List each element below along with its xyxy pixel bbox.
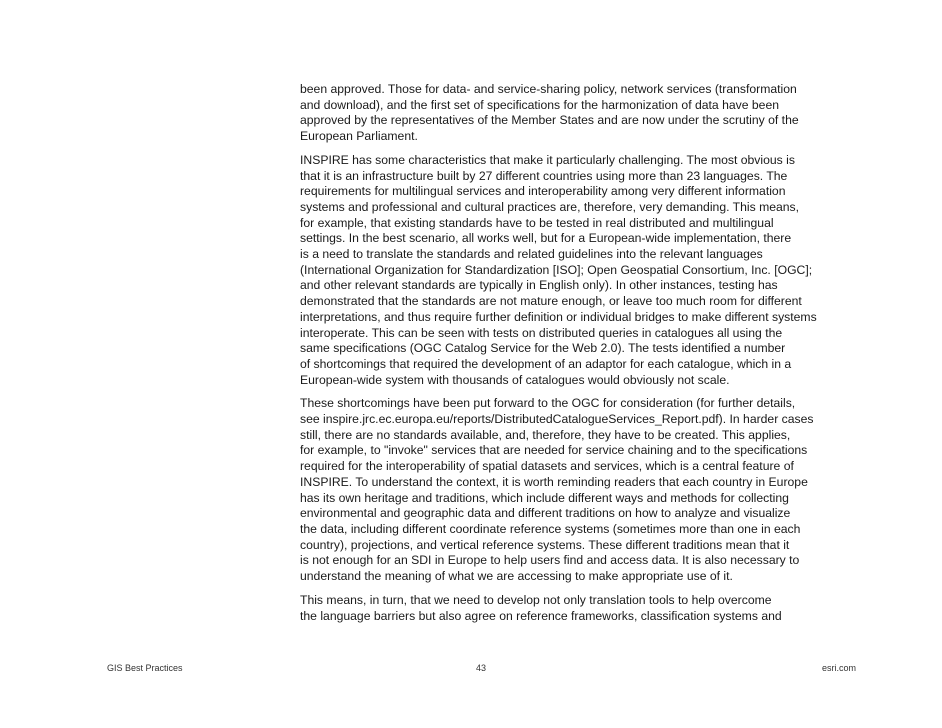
text-line: for example, to "invoke" services that are needed for service chaining and to the specifications: [300, 443, 808, 458]
text-line: interoperate. This can be seen with tests on distributed queries in catalogues all using the: [300, 325, 783, 340]
text-line: the language barriers but also agree on reference frameworks, classification systems and: [300, 608, 782, 623]
paragraph: [300, 593, 860, 624]
text-line: required for the interoperability of spatial datasets and services, which is a central feature of: [300, 459, 794, 474]
text-line: has its own heritage and traditions, which include different ways and methods for collecting: [300, 490, 789, 505]
footer-publication-title: GIS Best Practices: [107, 663, 183, 673]
text-line: settings. In the best scenario, all works well, but for a European-wide implementation, there: [300, 231, 792, 246]
text-line: country), projections, and vertical reference systems. These different traditions mean that it: [300, 537, 790, 552]
text-line: European-wide system with thousands of catalogues would obviously not scale.: [300, 372, 730, 387]
paragraph: [300, 153, 860, 389]
text-line: demonstrated that the standards are not mature enough, or leave too much room for different: [300, 294, 802, 309]
text-line: the data, including different coordinate reference systems (sometimes more than one in each: [300, 521, 801, 536]
text-line: still, there are no standards available, and, therefore, they have to be created. This applies,: [300, 427, 791, 442]
text-line: see inspire.jrc.ec.europa.eu/reports/DistributedCatalogueServices_Report.pdf). In harder cases: [300, 412, 814, 427]
text-line: European Parliament.: [300, 129, 418, 144]
footer-page-number: 43: [476, 663, 487, 673]
text-line: is not enough for an SDI in Europe to help users find and access data. It is also necessary to: [300, 553, 800, 568]
text-line: understand the meaning of what we are accessing to make appropriate use of it.: [300, 569, 733, 584]
paragraph: [300, 396, 860, 584]
text-line: environmental and geographic data and different traditions on how to analyze and visualize: [300, 506, 791, 521]
paragraph: [300, 82, 860, 145]
text-line: been approved. Those for data- and service-sharing policy, network services (transformation: [300, 82, 797, 96]
text-line: INSPIRE. To understand the context, it is worth reminding readers that each country in Europe: [300, 474, 808, 489]
text-line: is a need to translate the standards and related guidelines into the relevant languages: [300, 247, 763, 262]
text-line: and other relevant standards are typically in English only). In other instances, testing has: [300, 278, 778, 293]
text-line: requirements for multilingual services and interoperability among very different information: [300, 184, 786, 199]
text-line: approved by the representatives of the Member States and are now under the scrutiny of the: [300, 113, 799, 128]
page-footer: [0, 663, 942, 677]
text-line: These shortcomings have been put forward to the OGC for consideration (for further details,: [300, 396, 796, 411]
text-line: that it is an infrastructure built by 27 different countries using more than 23 languages. The: [300, 168, 788, 183]
footer-website: esri.com: [821, 663, 856, 673]
body-text: [300, 82, 860, 632]
text-line: (International Organization for Standardization [ISO]; Open Geospatial Consortium, Inc. [OGC];: [300, 262, 813, 277]
text-line: INSPIRE has some characteristics that make it particularly challenging. The most obvious is: [300, 152, 795, 167]
text-line: of shortcomings that required the development of an adaptor for each catalogue, which in a: [300, 356, 792, 371]
text-line: for example, that existing standards have to be tested in real distributed and multilingual: [300, 215, 774, 230]
text-line: and download), and the first set of specifications for the harmonization of data have been: [300, 97, 779, 112]
text-line: This means, in turn, that we need to develop not only translation tools to help overcome: [300, 592, 772, 607]
text-line: systems and professional and cultural practices are, therefore, very demanding. This means,: [300, 199, 800, 214]
text-line: interpretations, and thus require further definition or individual bridges to make different systems: [300, 309, 817, 324]
text-line: same specifications (OGC Catalog Service for the Web 2.0). The tests identified a number: [300, 341, 786, 356]
